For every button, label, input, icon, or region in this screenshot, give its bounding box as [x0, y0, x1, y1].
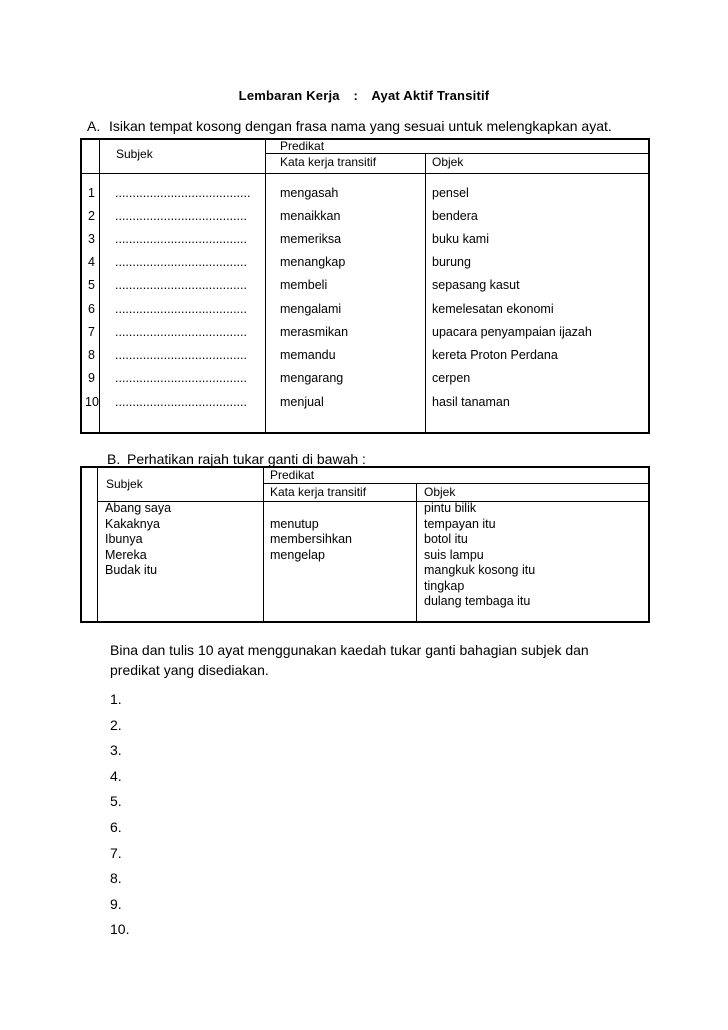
table-b-divider — [97, 501, 648, 502]
table-b-divider — [263, 483, 648, 484]
table-a-divider — [265, 153, 648, 154]
table-b-divider — [416, 483, 417, 621]
row-object: kemelesatan ekonomi — [432, 302, 554, 316]
answer-number[interactable]: 3. — [110, 742, 122, 759]
section-b-text: Perhatikan rajah tukar ganti di bawah : — [127, 451, 366, 467]
row-verb: membeli — [280, 278, 328, 292]
list-item: membersihkan — [270, 532, 352, 546]
section-a-text: Isikan tempat kosong dengan frasa nama yang sesuai untuk melengkapkan ayat. — [109, 118, 612, 134]
table-b-header-objek: Objek — [424, 485, 456, 499]
section-a-instruction — [87, 118, 612, 134]
list-item: Budak itu — [105, 563, 158, 577]
row-number: 7 — [88, 325, 95, 339]
row-object: hasil tanaman — [432, 395, 510, 409]
table-row — [82, 255, 648, 278]
row-number: 5 — [88, 278, 95, 292]
row-object: cerpen — [432, 371, 471, 385]
row-object: burung — [432, 255, 471, 269]
row-number: 4 — [88, 255, 95, 269]
row-verb: memandu — [280, 348, 336, 362]
row-verb: memeriksa — [280, 232, 342, 246]
section-b-label: B. — [107, 451, 121, 467]
table-b-verb-list — [270, 517, 352, 564]
table-b-header-kata-kerja: Kata kerja transitif — [270, 485, 367, 499]
answer-number[interactable]: 2. — [110, 716, 122, 733]
table-row — [82, 348, 648, 371]
row-object: kereta Proton Perdana — [432, 348, 558, 362]
row-number: 3 — [88, 232, 95, 246]
table-a-header-kata-kerja: Kata kerja transitif — [280, 155, 377, 169]
row-number: 1 — [88, 186, 95, 200]
row-verb: mengalami — [280, 302, 342, 316]
answer-number[interactable]: 6. — [110, 818, 122, 835]
row-number: 8 — [88, 348, 95, 362]
list-item: mengelap — [270, 547, 325, 562]
answer-list — [110, 689, 129, 945]
blank-subjek[interactable]: ...................................... — [115, 395, 247, 409]
table-b-divider — [97, 468, 98, 621]
blank-subjek[interactable]: ...................................... — [115, 348, 247, 362]
table-b-header-subjek: Subjek — [106, 477, 143, 491]
row-object: upacara penyampaian ijazah — [432, 325, 592, 339]
list-item: pintu bilik — [424, 501, 477, 515]
row-object: buku kami — [432, 232, 489, 246]
title-separator: : — [353, 88, 359, 103]
list-item: Mereka — [105, 547, 147, 562]
answer-number[interactable]: 9. — [110, 895, 122, 912]
answer-number[interactable]: 1. — [110, 691, 122, 707]
table-b — [80, 466, 650, 623]
table-a-divider — [82, 173, 648, 174]
list-item: Kakaknya — [105, 516, 160, 531]
table-a-header-predikat: Predikat — [280, 139, 325, 153]
list-item: Abang saya — [105, 501, 172, 515]
answer-number[interactable]: 10. — [110, 921, 130, 938]
blank-subjek[interactable]: ....................................... — [115, 186, 251, 200]
title-right: Ayat Aktif Transitif — [371, 88, 490, 103]
table-b-objek-list — [424, 501, 535, 610]
answer-number[interactable]: 7. — [110, 844, 122, 861]
task-instruction — [110, 640, 650, 680]
blank-subjek[interactable]: ...................................... — [115, 371, 247, 385]
row-verb: menangkap — [280, 255, 346, 269]
table-b-subjek-list — [105, 501, 171, 579]
table-a-header-subjek: Subjek — [116, 147, 153, 161]
row-object: sepasang kasut — [432, 278, 520, 292]
row-verb: mengarang — [280, 371, 344, 385]
blank-subjek[interactable]: ...................................... — [115, 255, 247, 269]
list-item: Ibunya — [105, 532, 143, 546]
row-verb: menaikkan — [280, 209, 341, 223]
list-item: mangkuk kosong itu — [424, 563, 536, 577]
table-b-header-predikat: Predikat — [270, 468, 315, 482]
table-row — [82, 209, 648, 232]
list-item: suis lampu — [424, 547, 484, 562]
section-b-instruction — [107, 451, 366, 467]
blank-subjek[interactable]: ...................................... — [115, 302, 247, 316]
row-number: 9 — [88, 371, 95, 385]
task-line-2: predikat yang disediakan. — [110, 662, 269, 678]
list-item: tempayan itu — [424, 516, 496, 531]
table-a-header-objek: Objek — [432, 155, 464, 169]
row-number: 2 — [88, 209, 95, 223]
table-row — [82, 325, 648, 348]
table-row — [82, 232, 648, 255]
row-verb: menjual — [280, 395, 324, 409]
row-number: 6 — [88, 302, 95, 316]
table-b-divider — [263, 468, 264, 621]
table-row — [82, 186, 648, 209]
row-object: pensel — [432, 186, 469, 200]
title-left: Lembaran Kerja — [238, 88, 340, 103]
row-object: bendera — [432, 209, 478, 223]
list-item: botol itu — [424, 532, 468, 546]
list-item: tingkap — [424, 578, 465, 593]
blank-subjek[interactable]: ...................................... — [115, 325, 247, 339]
table-row — [82, 302, 648, 325]
list-item: menutup — [270, 516, 319, 531]
table-a — [80, 138, 650, 434]
page-title — [0, 88, 728, 103]
answer-number[interactable]: 5. — [110, 793, 122, 810]
list-item: dulang tembaga itu — [424, 594, 531, 608]
answer-number[interactable]: 8. — [110, 870, 122, 887]
table-row — [82, 371, 648, 394]
task-line-1: Bina dan tulis 10 ayat menggunakan kaedah tukar ganti bahagian subjek dan — [110, 642, 589, 658]
answer-number[interactable]: 4. — [110, 767, 122, 784]
table-row — [82, 278, 648, 301]
row-verb: merasmikan — [280, 325, 349, 339]
blank-subjek[interactable]: ...................................... — [115, 232, 247, 246]
row-number: 10 — [85, 395, 99, 409]
table-row — [82, 395, 648, 418]
section-a-label: A. — [87, 118, 101, 134]
row-verb: mengasah — [280, 186, 339, 200]
blank-subjek[interactable]: ...................................... — [115, 209, 247, 223]
blank-subjek[interactable]: ...................................... — [115, 278, 247, 292]
